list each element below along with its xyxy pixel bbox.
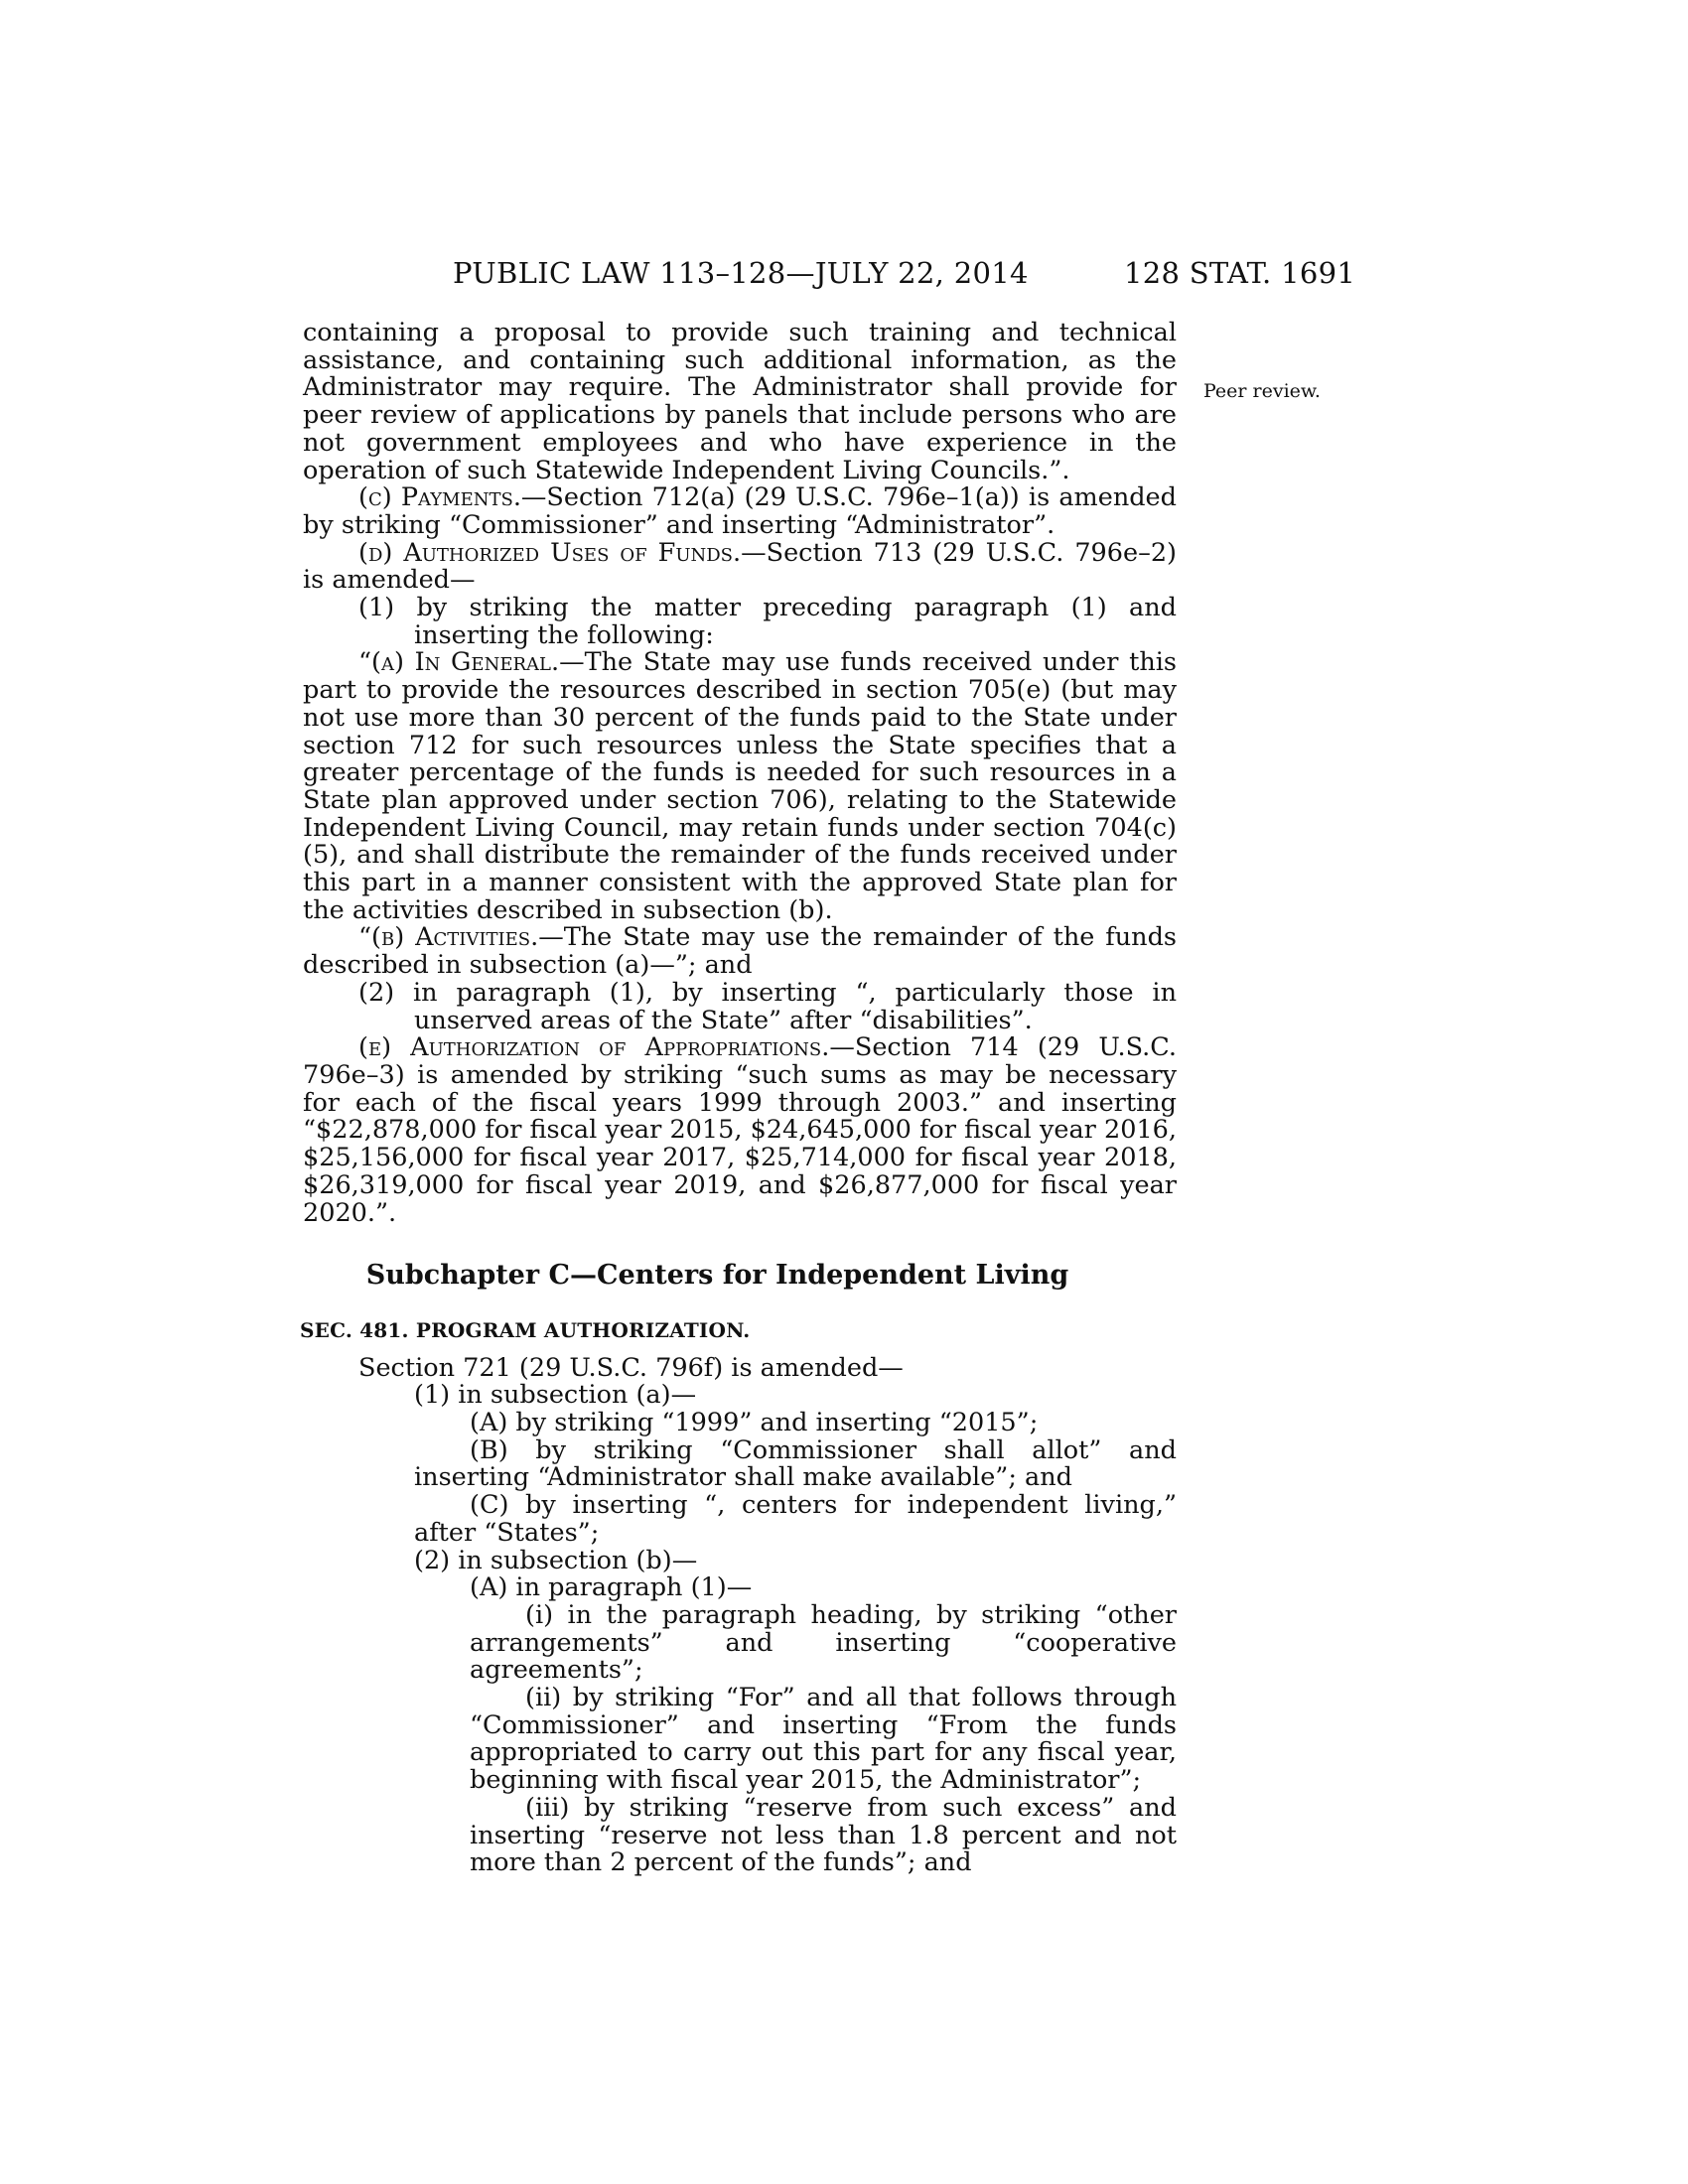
subsection-c-text: —Section 712(a) (29 U.S.C. 796e–1(a)) is amended by striking “Commissioner” and inserting “Administrator”. xyxy=(303,482,1177,540)
paragraph-e-appropriations xyxy=(303,1034,1177,1227)
margin-note-peer-review: Peer review. xyxy=(1203,380,1321,402)
public-law-title: PUBLIC LAW 113–128—JULY 22, 2014 xyxy=(453,256,1029,290)
subsection-e-label: (e) Authorization of Appropriations. xyxy=(358,1032,830,1063)
subsection-d-text: —Section 713 (29 U.S.C. 796e–2) is amended— xyxy=(303,537,1178,596)
section-intro: Section 721 (29 U.S.C. 796f) is amended— xyxy=(358,1352,904,1383)
paragraph-b-activities xyxy=(303,924,1177,979)
subchapter-heading: Subchapter C—Centers for Independent Living xyxy=(365,1260,1069,1292)
item-2-A-iii: (iii) by striking “reserve from such excess” and inserting “reserve not less than 1.8 percent and not more than 2 percent of the funds”; and xyxy=(470,1792,1177,1878)
item-2-A: (A) in paragraph (1)— xyxy=(470,1572,753,1603)
subsection-b-label: “(b) Activities. xyxy=(358,922,539,953)
running-header xyxy=(0,256,1688,296)
section-heading: SEC. 481. PROGRAM AUTHORIZATION. xyxy=(300,1317,751,1342)
subsection-e-text: —Section 714 (29 U.S.C. 796e–3) is amended by striking “such sums as may be necessary for each of the fiscal years 1999 through 2003.” and inserting “$22,878,000 for fiscal year 2015, $24,645,000 for fiscal year 2016, $25,156,000 for fiscal year 2017, $25,714,000 for fiscal year 2018, $26,319,000 for fiscal year 2019, and $26,877,000 for fiscal year 2020.”. xyxy=(303,1032,1177,1228)
item-1-C: (C) by inserting “, centers for independent living,” after “States”; xyxy=(414,1490,1177,1548)
item-1-B: (B) by striking “Commissioner shall allot” and inserting “Administrator shall make available”; and xyxy=(414,1434,1177,1493)
subsection-a-label: “(a) In General. xyxy=(358,647,560,678)
paragraph-c-payments xyxy=(303,484,1177,539)
body-text xyxy=(300,318,1178,1878)
item-2-A-i: (i) in the paragraph heading, by striking “other arrangements” and inserting “cooperative agreements”; xyxy=(470,1599,1177,1686)
item-2: (2) in subsection (b)— xyxy=(414,1545,698,1575)
subsection-d-label: (d) Authorized Uses of Funds. xyxy=(358,537,742,568)
subsection-b-text: —The State may use the remainder of the funds described in subsection (a)—”; and xyxy=(303,922,1177,981)
statute-page-number: 128 STAT. 1691 xyxy=(1124,256,1356,290)
paragraph-continuation: containing a proposal to provide such training and technical assistance, and containing such additional information, as the Administrator may require. The Administrator shall provide for peer review of applications by panels that include persons who are not government employees and who have experience in the operation of such Statewide Independent Living Councils.”. xyxy=(303,318,1177,485)
item-1-A: (A) by striking “1999” and inserting “2015”; xyxy=(470,1408,1039,1438)
item-1: (1) in subsection (a)— xyxy=(414,1380,697,1411)
paragraph-d-1: (1) by striking the matter preceding paragraph (1) and inserting the following: xyxy=(358,593,1177,650)
item-2-A-ii: (ii) by striking “For” and all that follows through “Commissioner” and inserting “From the funds appropriated to carry out this part for any fiscal year, beginning with fiscal year 2015, the Administrator”; xyxy=(470,1683,1177,1796)
subsection-c-label: (c) Payments. xyxy=(358,482,521,513)
paragraph-d-2: (2) in paragraph (1), by inserting “, particularly those in unserved areas of the State” after “disabilities”. xyxy=(358,977,1177,1035)
subsection-a-text: —The State may use funds received under this part to provide the resources described in section 705(e) (but may not use more than 30 percent of the funds paid to the State under section 712 for such resources unless the State specifies that a greater percentage of the funds is needed for such resources in a State plan approved under section 706), relating to the Statewide Independent Living Council, may retain funds under section 704(c)(5), and shall distribute the remainder of the funds received under this part in a manner consistent with the approved State plan for the activities described in subsection (b). xyxy=(303,647,1177,925)
paragraph-d-authorized-uses xyxy=(303,537,1178,596)
paragraph-a-in-general xyxy=(303,649,1177,924)
